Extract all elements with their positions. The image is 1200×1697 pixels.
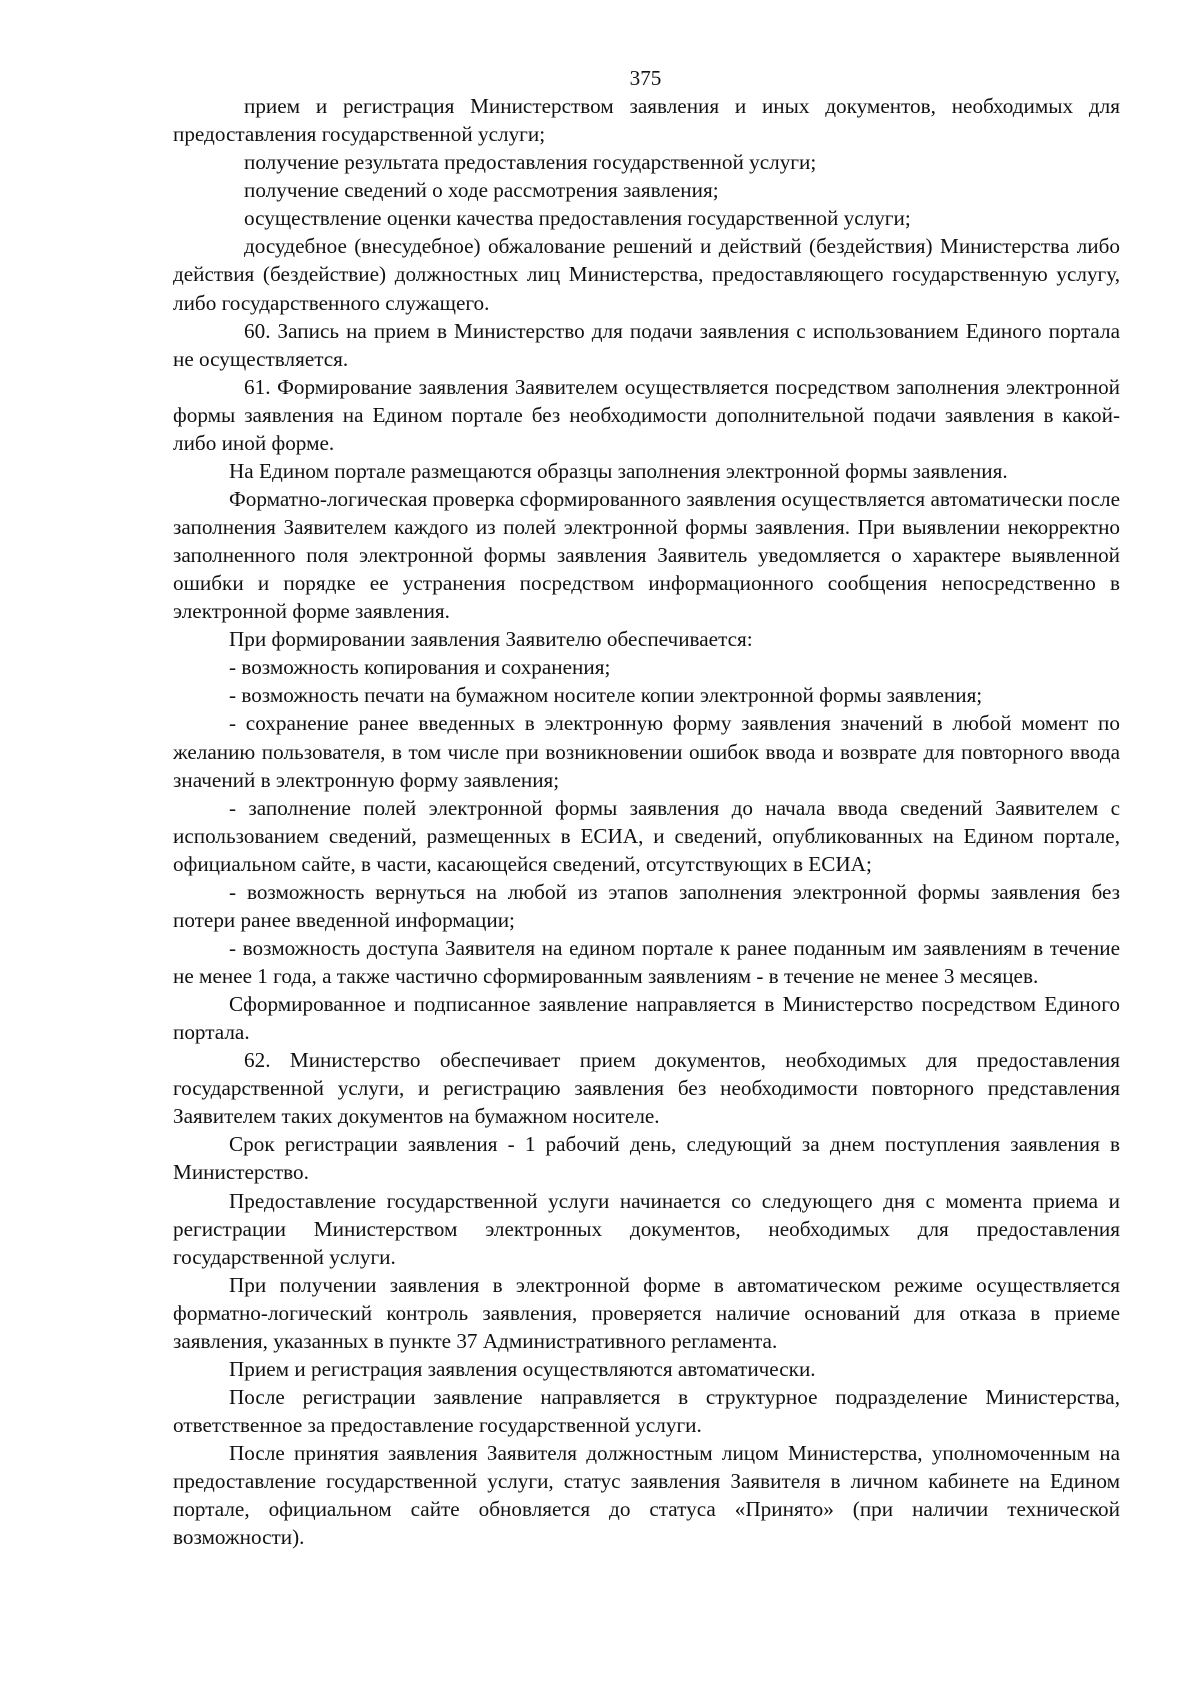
paragraph: При получении заявления в электронной форме в автоматическом режиме осуществляется форматно-логический контроль заявления, проверяется наличие оснований для отказа в приеме заявления, указанных в пункте 37 Административного регламента. (173, 1272, 1120, 1353)
paragraph: - возможность печати на бумажном носителе копии электронной формы заявления; (229, 683, 983, 708)
paragraph: - заполнение полей электронной формы заявления до начала ввода сведений Заявителем с использованием сведений, размещенных в ЕСИА, и сведений, опубликованных на Едином портале, официальном сайте, в части, касающейся сведений, отсутствующих в ЕСИА; (173, 795, 1120, 876)
paragraph: После регистрации заявление направляется в структурное подразделение Министерства, ответственное за предоставление государственной услуги. (173, 1384, 1120, 1437)
paragraph: - сохранение ранее введенных в электронную форму заявления значений в любой момент по желанию пользователя, в том числе при возникновении ошибок ввода и возврате для повторного ввода значений в электронную форму заявления; (173, 711, 1120, 792)
paragraph: При формировании заявления Заявителю обеспечивается: (229, 627, 753, 652)
paragraph: 62. Министерство обеспечивает прием документов, необходимых для предоставления государственной услуги, и регистрацию заявления без необходимости повторного представления Заявителем таких документов на бумажном носителе. (173, 1048, 1120, 1129)
paragraph: получение результата предоставления государственной услуги; (244, 150, 817, 175)
paragraph: получение сведений о ходе рассмотрения заявления; (244, 178, 719, 203)
paragraph: После принятия заявления Заявителя должностным лицом Министерства, уполномоченным на предоставление государственной услуги, статус заявления Заявителя в личном кабинете на Едином портале, официальном сайте обновляется до статуса «Принято» (при наличии технической возможности). (173, 1441, 1120, 1550)
page-number: 375 (629, 66, 662, 90)
paragraph: Предоставление государственной услуги начинается со следующего дня с момента приема и регистрации Министерством электронных документов, необходимых для предоставления государственной услуги. (173, 1188, 1120, 1269)
paragraph: Форматно-логическая проверка сформированного заявления осуществляется автоматически после заполнения Заявителем каждого из полей электронной формы заявления. При выявлении некорректно заполненного поля электронной формы заявления Заявитель уведомляется о характере выявленной ошибки и порядке ее устранения посредством информационного сообщения непосредственно в электронной форме заявления. (173, 486, 1120, 624)
paragraph: - возможность вернуться на любой из этапов заполнения электронной формы заявления без потери ранее введенной информации; (173, 879, 1120, 932)
paragraph: На Едином портале размещаются образцы заполнения электронной формы заявления. (229, 458, 1008, 483)
paragraph: Прием и регистрация заявления осуществляются автоматически. (229, 1356, 816, 1381)
paragraph: Срок регистрации заявления - 1 рабочий день, следующий за днем поступления заявления в Министерство. (173, 1132, 1120, 1185)
document-body (173, 92, 1120, 1551)
paragraph: прием и регистрация Министерством заявления и иных документов, необходимых для предоставления государственной услуги; (173, 94, 1120, 147)
paragraph: - возможность копирования и сохранения; (229, 655, 611, 680)
paragraph: 60. Запись на прием в Министерство для подачи заявления с использованием Единого портала не осуществляется. (173, 318, 1120, 371)
paragraph: - возможность доступа Заявителя на едином портале к ранее поданным им заявлениям в течение не менее 1 года, а также частично сформированным заявлениям - в течение не менее 3 месяцев. (173, 935, 1120, 988)
paragraph: осуществление оценки качества предоставления государственной услуги; (244, 206, 911, 231)
paragraph: 61. Формирование заявления Заявителем осуществляется посредством заполнения электронной формы заявления на Едином портале без необходимости дополнительной подачи заявления в какой-либо иной форме. (173, 374, 1120, 455)
document-page (173, 64, 1120, 1551)
paragraph: Сформированное и подписанное заявление направляется в Министерство посредством Единого портала. (173, 992, 1120, 1045)
paragraph: досудебное (внесудебное) обжалование решений и действий (бездействия) Министерства либо действия (бездействие) должностных лиц Министерства, предоставляющего государственную услугу, либо государственного служащего. (173, 234, 1120, 315)
